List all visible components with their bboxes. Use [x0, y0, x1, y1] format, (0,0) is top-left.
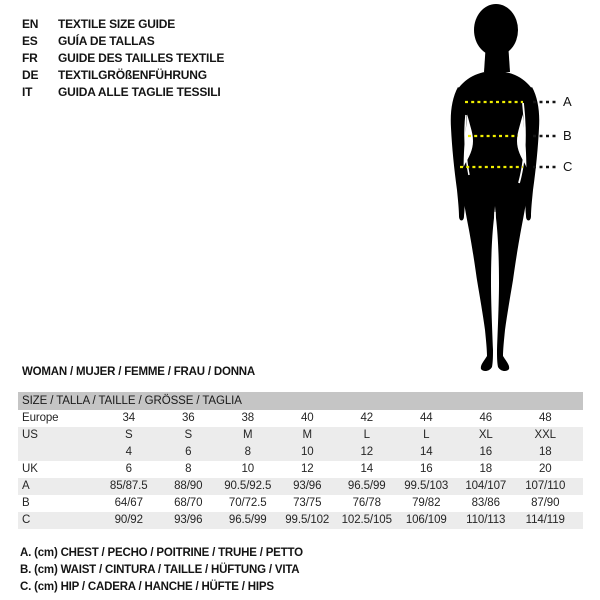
measurement-legend: [20, 545, 303, 596]
size-cell: 106/109: [405, 514, 447, 526]
size-cell: 68/70: [174, 497, 203, 509]
size-cell: 64/67: [114, 497, 143, 509]
language-label: GUIDE DES TAILLES TEXTILE: [58, 51, 225, 65]
size-cell: 16: [419, 463, 433, 475]
size-cell: 12: [360, 446, 374, 458]
language-code: IT: [22, 85, 33, 99]
language-label: TEXTILE SIZE GUIDE: [58, 17, 176, 31]
size-cell: 16: [479, 446, 493, 458]
language-row: [22, 84, 224, 101]
row-label: Europe: [22, 412, 59, 424]
size-cell: 48: [538, 412, 552, 424]
size-table-header: SIZE / TALLA / TAILLE / GRÖSSE / TAGLIA: [18, 392, 583, 410]
size-cell: S: [124, 429, 133, 441]
size-cell: 42: [360, 412, 374, 424]
measurement-label: B: [563, 128, 572, 143]
legend-line: C. (cm) HIP / CADERA / HANCHE / HÜFTE / HIPS: [20, 581, 274, 593]
size-cell: 96.5/99: [228, 514, 267, 526]
size-cell: 34: [122, 412, 136, 424]
row-label: US: [22, 429, 38, 441]
size-cell: XL: [478, 429, 493, 441]
size-cell: 38: [241, 412, 255, 424]
language-row: [22, 33, 224, 50]
size-cell: 79/82: [412, 497, 441, 509]
size-cell: 102.5/105: [341, 514, 392, 526]
size-cell: M: [302, 429, 312, 441]
language-code: DE: [22, 68, 39, 82]
table-row: [18, 478, 583, 495]
language-label: TEXTILGRÖßENFÜHRUNG: [58, 68, 207, 82]
row-label: UK: [22, 463, 38, 475]
size-cell: 85/87.5: [109, 480, 148, 492]
size-cell: 14: [360, 463, 374, 475]
size-cell: 6: [125, 463, 132, 475]
size-cell: 44: [419, 412, 433, 424]
size-cell: 107/110: [525, 480, 566, 492]
size-cell: 18: [479, 463, 493, 475]
measurement-label: A: [563, 94, 572, 109]
size-cell: M: [243, 429, 253, 441]
measurement-label: C: [563, 159, 573, 174]
leg-gap: [494, 212, 495, 352]
size-cell: 90.5/92.5: [224, 480, 272, 492]
size-cell: 10: [300, 446, 314, 458]
size-cell: 93/96: [293, 480, 322, 492]
table-row: [18, 427, 583, 444]
size-table: [18, 392, 583, 529]
size-cell: 46: [479, 412, 493, 424]
size-cell: 8: [185, 463, 192, 475]
language-label: GUÍA DE TALLAS: [58, 34, 155, 48]
size-cell: 10: [241, 463, 255, 475]
size-cell: 6: [185, 446, 192, 458]
size-cell: 88/90: [174, 480, 203, 492]
size-cell: 14: [419, 446, 433, 458]
language-row: [22, 16, 224, 33]
row-label: B: [22, 497, 30, 509]
language-label: GUIDA ALLE TAGLIE TESSILI: [58, 85, 221, 99]
woman-figure-diagram: [425, 0, 600, 380]
woman-silhouette-svg: [425, 0, 600, 380]
gender-heading: WOMAN / MUJER / FEMME / FRAU / DONNA: [22, 366, 256, 378]
table-row: [18, 495, 583, 512]
language-code: ES: [22, 34, 38, 48]
size-cell: 87/90: [531, 497, 560, 509]
size-cell: 93/96: [174, 514, 203, 526]
size-cell: 36: [181, 412, 195, 424]
row-label: [18, 444, 99, 461]
size-cell: 4: [125, 446, 132, 458]
size-cell: 76/78: [352, 497, 381, 509]
size-cell: 12: [300, 463, 314, 475]
size-cell: 99.5/102: [285, 514, 330, 526]
size-cell: 99.5/103: [404, 480, 449, 492]
size-cell: 110/113: [466, 514, 506, 526]
language-code: FR: [22, 51, 38, 65]
size-cell: 70/72.5: [228, 497, 267, 509]
legend-line: B. (cm) WAIST / CINTURA / TAILLE / HÜFTUNG / VITA: [20, 564, 300, 576]
size-cell: 73/75: [293, 497, 322, 509]
size-cell: 104/107: [465, 480, 507, 492]
row-label: A: [22, 480, 30, 492]
size-cell: L: [363, 429, 370, 441]
row-label: C: [22, 514, 31, 526]
size-cell: 40: [300, 412, 314, 424]
size-cell: 90/92: [114, 514, 143, 526]
legend-line: A. (cm) CHEST / PECHO / POITRINE / TRUHE / PETTO: [20, 547, 303, 559]
size-table-body: [18, 410, 583, 529]
table-row: [18, 410, 583, 427]
table-row: [18, 512, 583, 529]
language-code: EN: [22, 17, 39, 31]
language-row: [22, 50, 224, 67]
table-row: [18, 461, 583, 478]
size-cell: 8: [244, 446, 251, 458]
size-cell: S: [184, 429, 193, 441]
size-cell: 114/119: [525, 514, 565, 526]
size-cell: 83/86: [471, 497, 500, 509]
table-row: [18, 444, 583, 461]
size-cell: 20: [538, 463, 552, 475]
language-guide-list: [22, 16, 224, 101]
language-row: [22, 67, 224, 84]
silhouette-neck: [484, 42, 510, 72]
size-cell: XXL: [534, 429, 556, 441]
size-cell: L: [423, 429, 430, 441]
size-cell: 18: [538, 446, 552, 458]
size-cell: 96.5/99: [347, 480, 386, 492]
